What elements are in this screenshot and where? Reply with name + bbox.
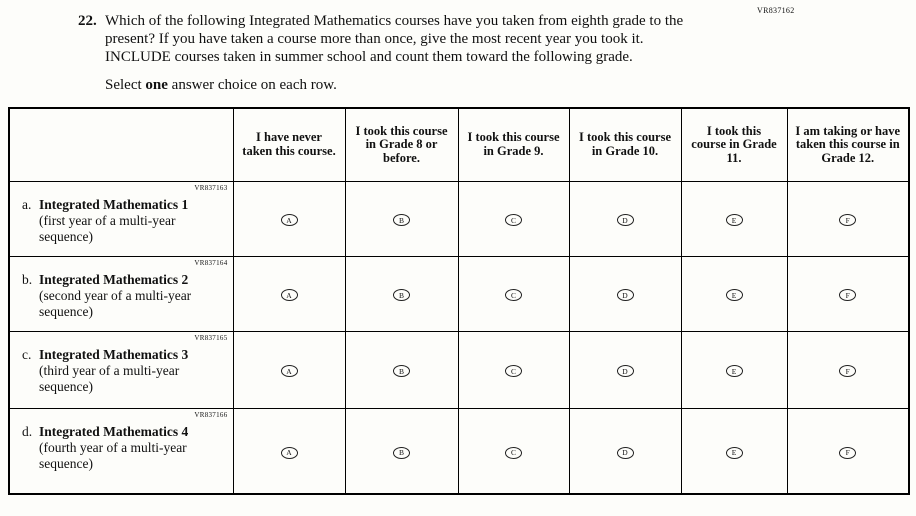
answer-bubble[interactable]: A xyxy=(281,214,298,226)
question-instruction xyxy=(105,77,709,94)
answer-cell xyxy=(458,408,569,494)
row-label-cell xyxy=(9,256,233,331)
answer-bubble[interactable]: B xyxy=(393,447,410,459)
answer-bubble[interactable]: C xyxy=(505,365,522,377)
header-row xyxy=(9,108,909,181)
answer-cell xyxy=(569,408,681,494)
question-text: Which of the following Integrated Mathematics courses have you taken from eighth grade to the present? If you have taken a course more than once, give the most recent year you took it. INCLUDE courses taken in summer school and count them toward the following grade. xyxy=(105,13,684,65)
column-header-never-taken: I have never taken this course. xyxy=(233,108,345,181)
column-header-grade11: I took this course in Grade 11. xyxy=(681,108,787,181)
column-header-grade8: I took this course in Grade 8 or before. xyxy=(345,108,458,181)
answer-bubble[interactable]: F xyxy=(839,365,856,377)
row-title: Integrated Mathematics 4 xyxy=(39,423,189,439)
row-title: Integrated Mathematics 3 xyxy=(39,346,189,362)
instruction-bold: one xyxy=(145,77,168,93)
answer-bubble[interactable]: A xyxy=(281,447,298,459)
row-text xyxy=(39,424,229,472)
answer-cell xyxy=(233,408,345,494)
row-subtitle: (second year of a multi-year sequence) xyxy=(39,287,192,319)
answer-bubble[interactable]: F xyxy=(839,214,856,226)
answer-cell xyxy=(233,331,345,408)
row-subtitle: (fourth year of a multi-year sequence) xyxy=(39,439,187,471)
form-code: VR837162 xyxy=(757,6,795,15)
instruction-suffix: answer choice on each row. xyxy=(167,77,337,93)
row-letter: a. xyxy=(22,196,32,212)
question-number: 22. xyxy=(78,13,97,29)
row-label-cell xyxy=(9,331,233,408)
answer-cell xyxy=(233,256,345,331)
row-title: Integrated Mathematics 2 xyxy=(39,271,189,287)
answer-bubble[interactable]: E xyxy=(726,289,743,301)
answer-cell xyxy=(345,408,458,494)
table-row xyxy=(9,181,909,256)
answer-bubble[interactable]: C xyxy=(505,214,522,226)
row-subtitle: (first year of a multi-year sequence) xyxy=(39,212,176,244)
answer-cell xyxy=(233,181,345,256)
row-text xyxy=(39,272,229,320)
answer-cell xyxy=(787,408,909,494)
answer-cell xyxy=(681,331,787,408)
answer-cell xyxy=(458,181,569,256)
answer-cell xyxy=(458,256,569,331)
column-header-grade12: I am taking or have taken this course in Grade 12. xyxy=(787,108,909,181)
row-subtitle: (third year of a multi-year sequence) xyxy=(39,362,180,394)
answer-cell xyxy=(787,331,909,408)
answer-bubble[interactable]: A xyxy=(281,289,298,301)
answer-cell xyxy=(569,256,681,331)
answer-bubble[interactable]: E xyxy=(726,214,743,226)
answer-cell xyxy=(569,331,681,408)
answer-bubble[interactable]: D xyxy=(617,365,634,377)
answer-bubble[interactable]: E xyxy=(726,447,743,459)
row-code: VR837165 xyxy=(194,333,228,342)
answer-bubble[interactable]: B xyxy=(393,365,410,377)
row-code: VR837166 xyxy=(194,410,228,419)
answer-bubble[interactable]: D xyxy=(617,214,634,226)
stub-header xyxy=(9,108,233,181)
table-row xyxy=(9,408,909,494)
instruction-prefix: Select xyxy=(105,77,146,93)
answer-cell xyxy=(787,181,909,256)
row-text xyxy=(39,347,229,395)
row-code: VR837164 xyxy=(194,258,228,267)
row-letter: b. xyxy=(22,271,33,287)
answer-bubble[interactable]: C xyxy=(505,289,522,301)
column-header-grade10: I took this course in Grade 10. xyxy=(569,108,681,181)
answer-bubble[interactable]: F xyxy=(839,289,856,301)
row-text xyxy=(39,197,229,245)
row-title: Integrated Mathematics 1 xyxy=(39,196,189,212)
table-row xyxy=(9,256,909,331)
answer-bubble[interactable]: B xyxy=(393,214,410,226)
answer-cell xyxy=(681,181,787,256)
answer-bubble[interactable]: A xyxy=(281,365,298,377)
answer-cell xyxy=(345,331,458,408)
column-header-grade9: I took this course in Grade 9. xyxy=(458,108,569,181)
question-body xyxy=(105,12,709,94)
answer-bubble[interactable]: D xyxy=(617,447,634,459)
answer-cell xyxy=(787,256,909,331)
answer-bubble[interactable]: B xyxy=(393,289,410,301)
answer-cell xyxy=(458,331,569,408)
answer-cell xyxy=(345,256,458,331)
answer-bubble[interactable]: F xyxy=(839,447,856,459)
table-row xyxy=(9,331,909,408)
answer-cell xyxy=(569,181,681,256)
answer-cell xyxy=(345,181,458,256)
row-code: VR837163 xyxy=(194,183,228,192)
answer-cell xyxy=(681,256,787,331)
row-letter: c. xyxy=(22,346,32,362)
answer-cell xyxy=(681,408,787,494)
row-letter: d. xyxy=(22,423,33,439)
answer-bubble[interactable]: D xyxy=(617,289,634,301)
row-label-cell xyxy=(9,181,233,256)
answer-bubble[interactable]: E xyxy=(726,365,743,377)
answer-grid xyxy=(8,107,910,495)
row-label-cell xyxy=(9,408,233,494)
answer-bubble[interactable]: C xyxy=(505,447,522,459)
